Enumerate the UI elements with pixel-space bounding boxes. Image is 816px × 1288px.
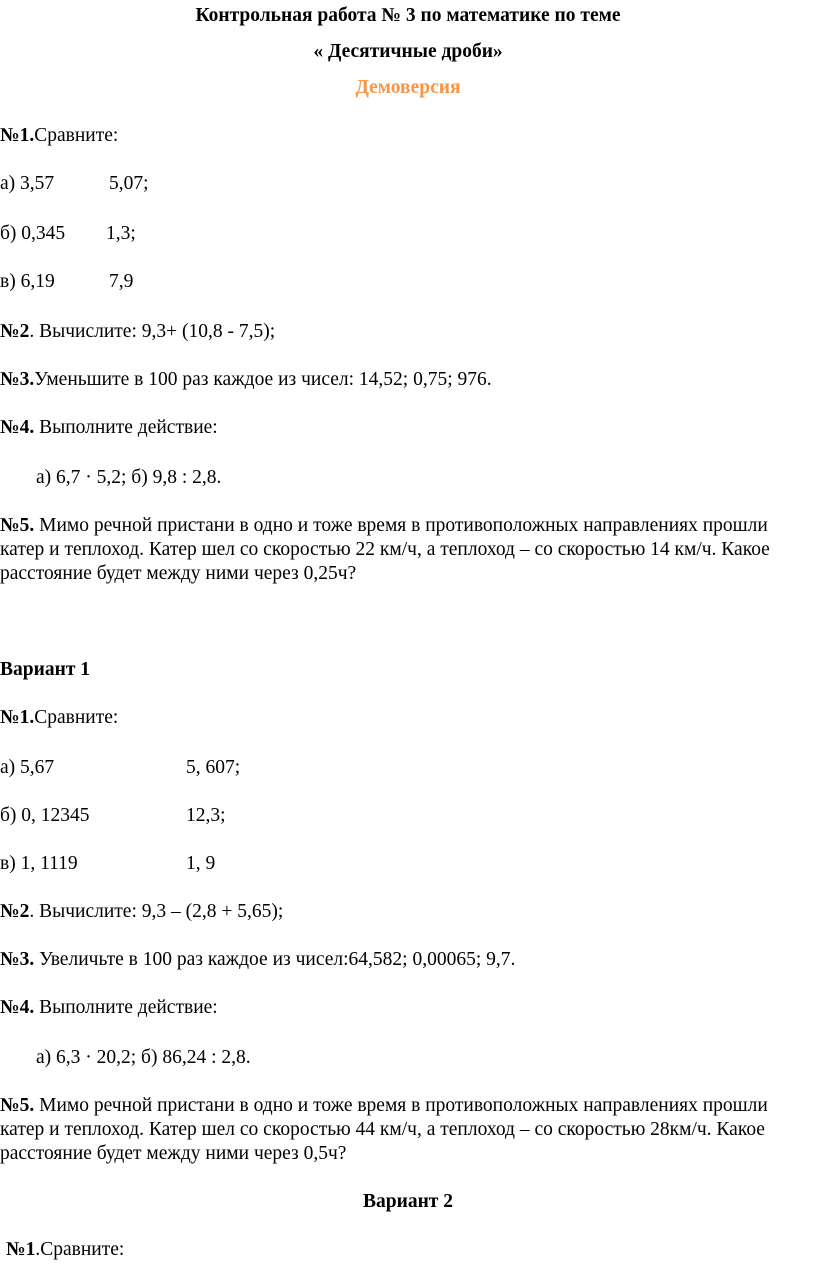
task-text: Увеличьте в 100 раз каждое из чисел:64,582; 0,00065; 9,7. [34, 949, 516, 970]
item-label: а) 5,67 [0, 757, 55, 778]
item-value: 1, 9 [186, 853, 216, 874]
demo-task-1 [0, 124, 118, 148]
task-text: Уменьшите в 100 раз каждое из чисел: 14,52; 0,75; 976. [34, 369, 492, 390]
v1-task-4 [0, 996, 218, 1020]
demo-task-1-c [0, 270, 134, 294]
item-label: б) 0,345 [0, 223, 66, 244]
variant-2-title: Вариант 2 [362, 1191, 454, 1212]
v1-task-2 [0, 900, 283, 924]
task-text: Сравните: [34, 707, 119, 728]
v2-task-1 [6, 1238, 124, 1262]
item-value: 5,07; [109, 173, 149, 194]
demo-task-5 [0, 514, 808, 586]
task-number: №3. [0, 369, 35, 390]
task-number: №3. [0, 949, 35, 970]
page-subtitle: « Десятичные дроби» [313, 41, 503, 62]
task-text: . Вычислите: 9,3+ (10,8 - 7,5); [29, 321, 276, 342]
item-value: 5, 607; [186, 757, 241, 778]
v1-task-1-c [0, 852, 216, 876]
task-number: №4. [0, 417, 35, 438]
v1-task-4-items: а) 6,3 · 20,2; б) 86,24 : 2,8. [36, 1047, 251, 1068]
task-number: №4. [0, 997, 35, 1018]
task-text: .Сравните: [35, 1239, 125, 1260]
demo-task-1-b [0, 222, 136, 246]
task-text: Выполните действие: [34, 417, 218, 438]
task-number: №5. [0, 1095, 35, 1116]
item-value: 12,3; [186, 805, 226, 826]
item-label: в) 6,19 [0, 271, 55, 292]
item-value: 1,3; [106, 223, 136, 244]
task-text: Сравните: [34, 125, 119, 146]
task-text: . Вычислите: 9,3 – (2,8 + 5,65); [29, 901, 284, 922]
item-label: в) 1, 1119 [0, 853, 78, 874]
task-text: Мимо речной пристани в одно и тоже время в противоположных направлениях прошли катер и теплоход. Катер шел со скоростью 22 км/ч, а теплоход – со скоростью 14 км/ч. Какое расстояние будет между ними через 0,25ч? [0, 515, 770, 584]
item-label: б) 0, 12345 [0, 805, 90, 826]
v1-task-1-b [0, 804, 226, 828]
task-number: №5. [0, 515, 35, 536]
v1-task-3 [0, 948, 515, 972]
task-number: №2 [0, 901, 30, 922]
v1-task-5 [0, 1094, 808, 1166]
demo-task-1-a [0, 172, 149, 196]
item-label: а) 3,57 [0, 173, 55, 194]
task-text: Выполните действие: [34, 997, 218, 1018]
demo-task-4 [0, 416, 218, 440]
demo-label: Демоверсия [355, 77, 461, 98]
demo-task-2 [0, 320, 275, 344]
v1-task-1-a [0, 756, 241, 780]
demo-task-3 [0, 368, 492, 392]
demo-task-4-items: а) 6,7 · 5,2; б) 9,8 : 2,8. [36, 467, 222, 488]
task-text: Мимо речной пристани в одно и тоже время в противоположных направлениях прошли катер и теплоход. Катер шел со скоростью 44 км/ч, а теплоход – со скоростью 28км/ч. Какое расстояние будет между ними через 0,5ч? [0, 1095, 768, 1164]
variant-1-title: Вариант 1 [0, 659, 91, 680]
item-value: 7,9 [109, 271, 134, 292]
task-number: №2 [0, 321, 30, 342]
v1-task-1 [0, 706, 118, 730]
task-number: №1. [0, 707, 35, 728]
task-number: №1 [6, 1239, 36, 1260]
task-number: №1. [0, 125, 35, 146]
page-title: Контрольная работа № 3 по математике по теме [195, 5, 621, 26]
